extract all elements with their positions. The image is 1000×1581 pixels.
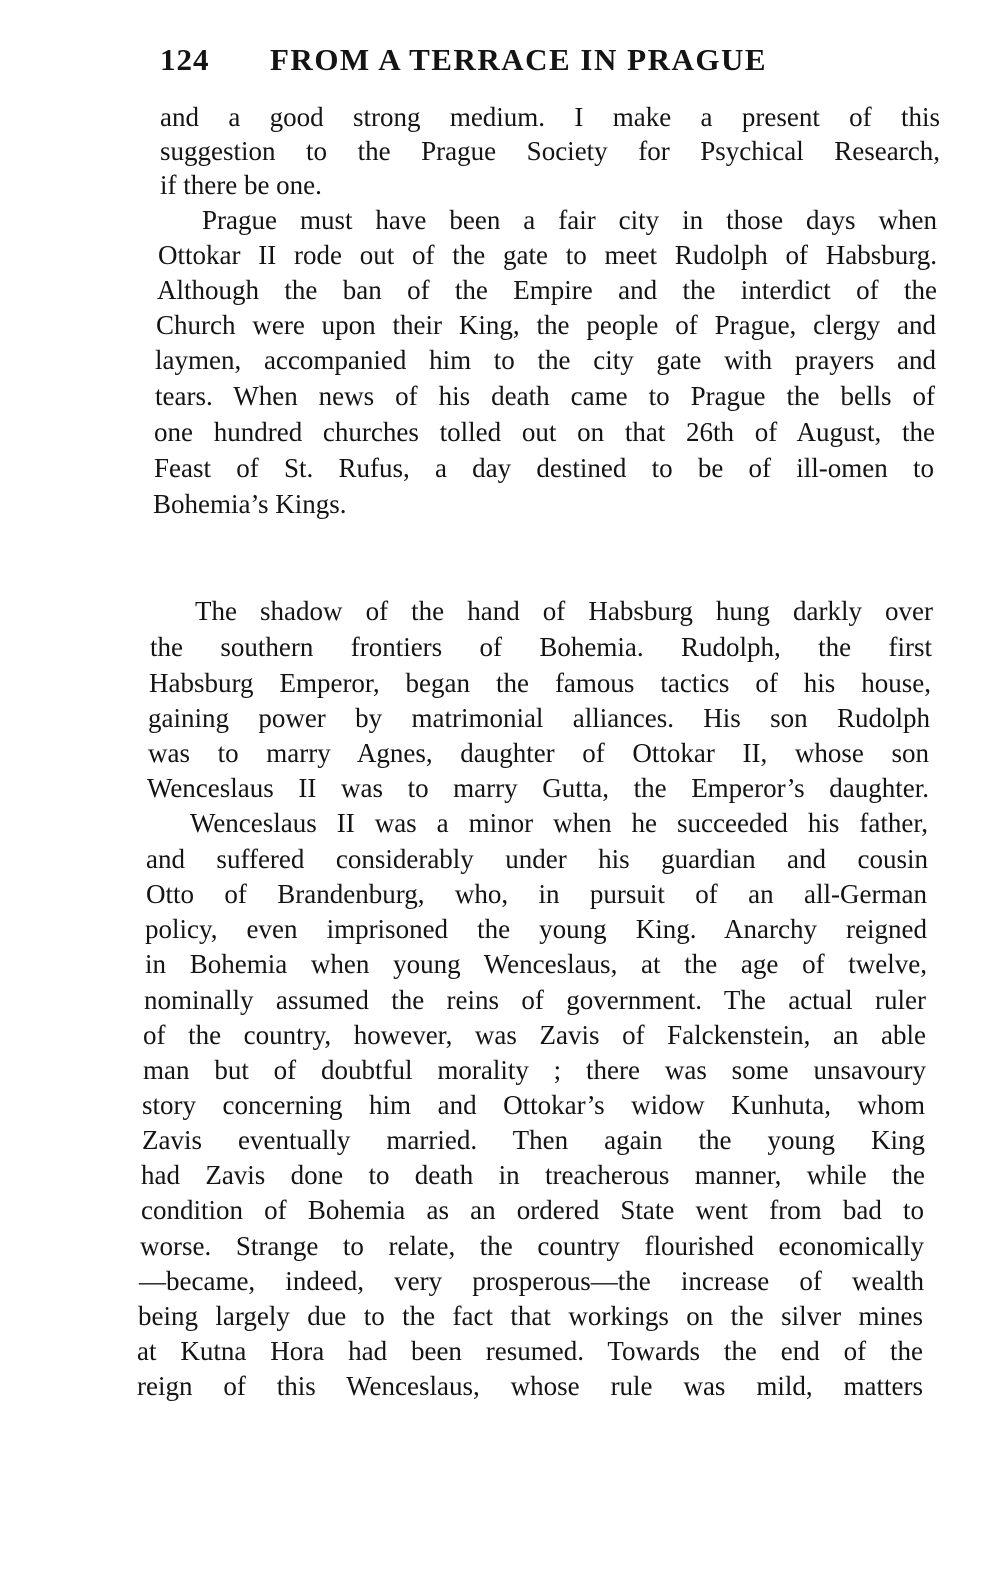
text-line: Prague must have been a fair city in those days when (202, 205, 937, 235)
running-head (160, 42, 840, 86)
text-line: nominally assumed the reins of government. The actual ruler (144, 985, 926, 1015)
text-line: one hundred churches tolled out on that 26th of August, the (154, 417, 935, 447)
text-line: Ottokar II rode out of the gate to meet Rudolph of Habsburg. (158, 240, 937, 270)
text-line: laymen, accompanied him to the city gate with prayers and (155, 345, 936, 375)
text-line: Wenceslaus II was to marry Gutta, the Emperor’s daughter. (147, 773, 929, 803)
text-line: condition of Bohemia as an ordered State went from bad to (141, 1195, 924, 1225)
running-title: FROM A TERRACE IN PRAGUE (270, 42, 768, 77)
text-line: worse. Strange to relate, the country flourished economically (140, 1231, 924, 1261)
page-number: 124 (160, 42, 210, 77)
text-line: Feast of St. Rufus, a day destined to be of ill-omen to (154, 453, 934, 483)
text-line: at Kutna Hora had been resumed. Towards the end of the (137, 1336, 923, 1366)
text-line: was to marry Agnes, daughter of Ottokar II, whose son (148, 738, 929, 768)
text-line: tears. When news of his death came to Prague the bells of (155, 381, 935, 411)
text-line: reign of this Wenceslaus, whose rule was mild, matters (137, 1371, 923, 1401)
text-line: in Bohemia when young Wenceslaus, at the age of twelve, (145, 949, 927, 979)
text-line: Church were upon their King, the people of Prague, clergy and (156, 310, 936, 340)
text-line: suggestion to the Prague Society for Psychical Research, (160, 136, 940, 166)
text-line: Otto of Brandenburg, who, in pursuit of an all-German (146, 879, 927, 909)
text-line: being largely due to the fact that workings on the silver mines (138, 1301, 923, 1331)
text-line: if there be one. (160, 170, 322, 200)
text-line: story concerning him and Ottokar’s widow Kunhuta, whom (142, 1090, 925, 1120)
text-line: the southern frontiers of Bohemia. Rudolph, the first (150, 632, 932, 662)
text-line: The shadow of the hand of Habsburg hung darkly over (195, 596, 933, 626)
text-line: of the country, however, was Zavis of Falckenstein, an able (143, 1020, 926, 1050)
text-line: and suffered considerably under his guardian and cousin (146, 844, 928, 874)
text-line: had Zavis done to death in treacherous manner, while the (141, 1160, 925, 1190)
text-line: and a good strong medium. I make a present of this (160, 102, 940, 132)
text-line: Although the ban of the Empire and the interdict of the (157, 275, 937, 305)
text-line: gaining power by matrimonial alliances. His son Rudolph (148, 703, 930, 733)
text-line: policy, even imprisoned the young King. Anarchy reigned (145, 914, 927, 944)
text-line: Zavis eventually married. Then again the young King (142, 1125, 925, 1155)
text-line: Bohemia’s Kings. (153, 489, 347, 519)
text-line: man but of doubtful morality ; there was some unsavoury (143, 1055, 926, 1085)
text-line: —became, indeed, very prosperous—the increase of wealth (139, 1266, 924, 1296)
text-line: Wenceslaus II was a minor when he succeeded his father, (190, 808, 928, 838)
text-line: Habsburg Emperor, began the famous tactics of his house, (149, 668, 931, 698)
